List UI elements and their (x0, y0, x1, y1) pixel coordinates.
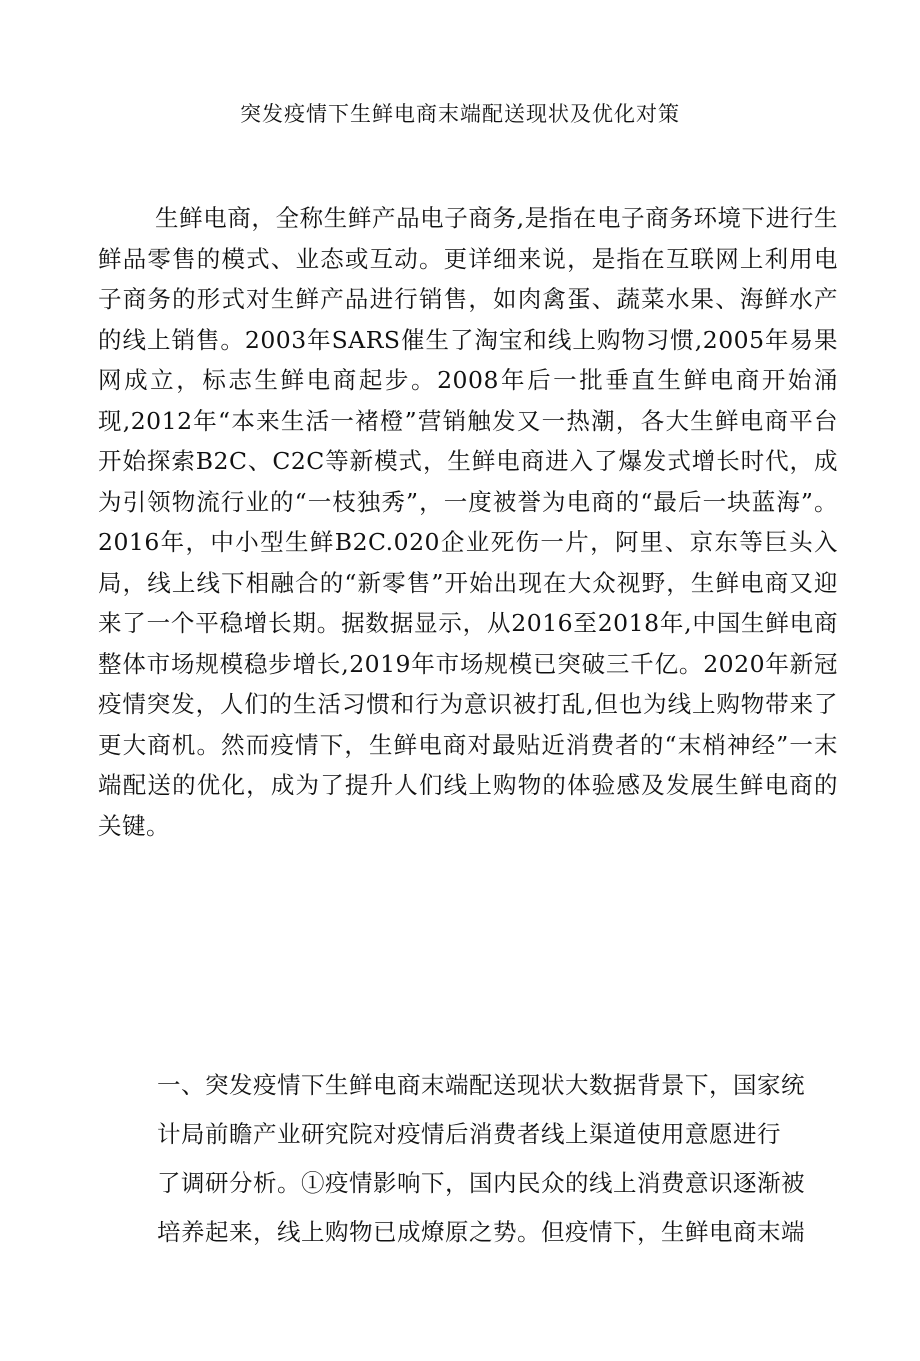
paragraph-line: 一、突发疫情下生鲜电商末端配送现状大数据背景下，国家统 (157, 1071, 805, 1099)
paragraph-line: 计局前瞻产业研究院对疫情后消费者线上渠道使用意愿进行 (157, 1120, 781, 1148)
body-paragraph-intro: 生鲜电商，全称生鲜产品电子商务,是指在电子商务环境下进行生鲜品零售的模式、业态或互动。更详细来说，是指在互联网上利用电子商务的形式对生鲜产品进行销售，如肉禽蛋、蔬菜水果、海鲜水产的线上销售。2003年SARS催生了淘宝和线上购物习惯,2005年易果网成立，标志生鲜电商起步。2008年后一批垂直生鲜电商开始涌现,2012年“本来生活一褚橙”营销触发又一热潮，各大生鲜电商平台开始探索B2C、C2C等新模式，生鲜电商进入了爆发式增长时代，成为引领物流行业的“一枝独秀”，一度被誉为电商的“最后一块蓝海”。2016年，中小型生鲜B2C.020企业死伤一片，阿里、京东等巨头入局，线上线下相融合的“新零售”开始出现在大众视野，生鲜电商又迎来了一个平稳增长期。据数据显示，从2016至2018年,中国生鲜电商整体市场规模稳步增长,2019年市场规模已突破三千亿。2020年新冠疫情突发，人们的生活习惯和行为意识被打乱,但也为线上购物带来了更大商机。然而疫情下，生鲜电商对最贴近消费者的“末梢神经”一末端配送的优化，成为了提升人们线上购物的体验感及发展生鲜电商的关键。 (98, 204, 838, 840)
body-paragraph-section-one (157, 1065, 837, 1261)
paragraph-line: 培养起来，线上购物已成燎原之势。但疫情下，生鲜电商末端 (157, 1218, 805, 1246)
paragraph-line: 了调研分析。①疫情影响下，国内民众的线上消费意识逐渐被 (157, 1169, 805, 1197)
document-title: 突发疫情下生鲜电商末端配送现状及优化对策 (240, 102, 680, 126)
